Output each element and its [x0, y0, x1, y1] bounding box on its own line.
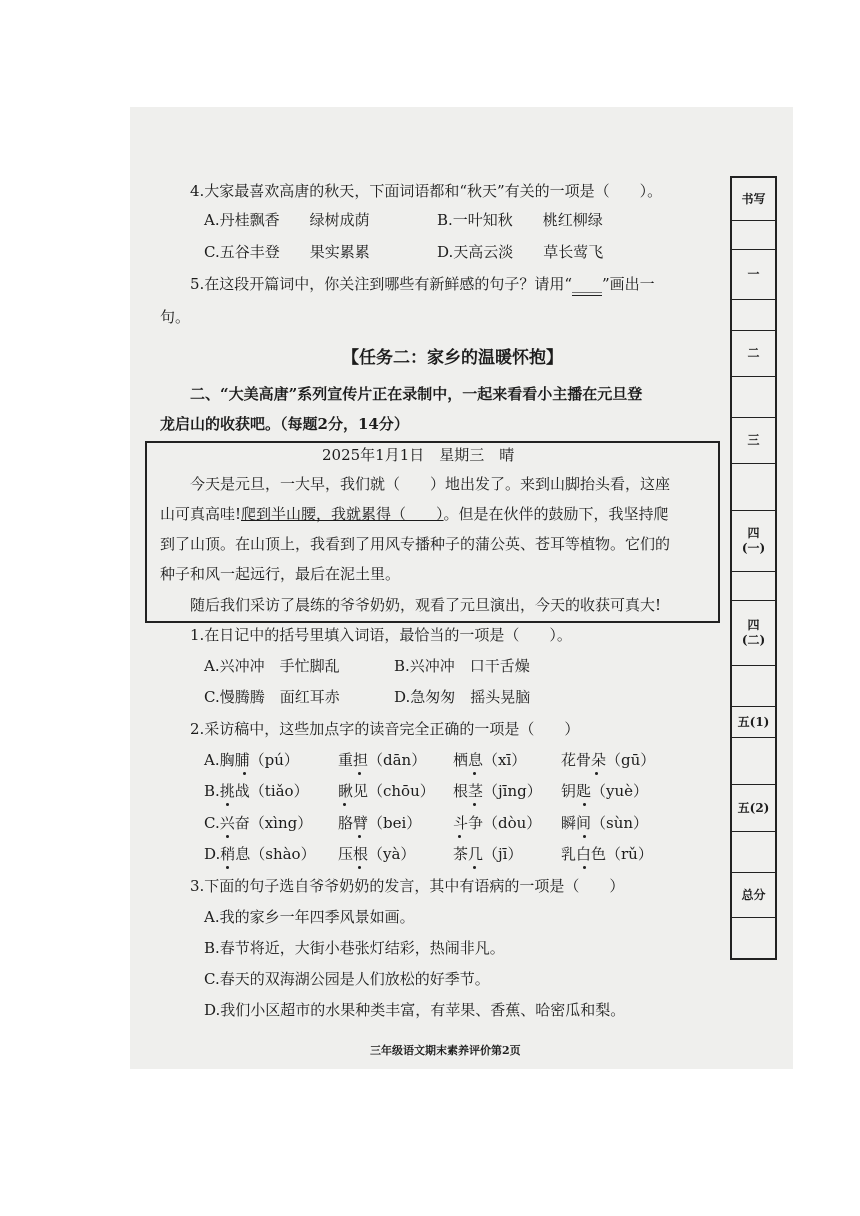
diary-line4: 种子和风一起远行，最后在泥土里。: [160, 565, 401, 583]
q2-2-b4: 钥匙（yuè）: [561, 782, 649, 800]
emphasis-dot: [458, 835, 461, 838]
q2-2-a1: A.胸脯（pú）: [204, 751, 299, 769]
q2-3-option-b: B.春节将近，大街小巷张灯结彩，热闹非凡。: [204, 939, 505, 957]
emphasis-dot: [358, 866, 361, 869]
q5-stem-cont: 句。: [160, 308, 191, 326]
task2-title: 【任务二：家乡的温暖怀抱】: [342, 348, 563, 368]
q4-option-c: C.五谷丰登 果实累累: [204, 243, 370, 261]
score-cell-4-2: 四 (二): [732, 601, 775, 666]
score-cell-total-blank: [732, 918, 775, 956]
q2-2-a4: 花骨朵（gū）: [561, 751, 656, 769]
diary-paragraph2: 随后我们采访了晨练的爷爷奶奶，观看了元旦演出，今天的收获可真大!: [190, 596, 662, 614]
q4-stem: 4.大家最喜欢高唐的秋天，下面词语都和“秋天”有关的一项是（ ）。: [190, 182, 663, 200]
emphasis-dot: [358, 835, 361, 838]
emphasis-dot: [583, 866, 586, 869]
section2-line2: 龙启山的收获吧。（每题2分，14分）: [160, 415, 409, 433]
q2-1-option-a: A.兴冲冲 手忙脚乱: [204, 657, 340, 675]
score-cell-3-blank: [732, 464, 775, 511]
q2-3-option-c: C.春天的双海湖公园是人们放松的好季节。: [204, 970, 490, 988]
emphasis-dot: [473, 803, 476, 806]
section2-line1: 二、“大美高唐”系列宣传片正在录制中，一起来看看小主播在元旦登: [190, 385, 643, 403]
q2-2-d1: D.稍息（shào）: [204, 845, 316, 863]
score-cell-5-1: 五(1): [732, 707, 775, 738]
diary-line1: 今天是元旦，一大早，我们就（ ）地出发了。来到山脚抬头看，这座: [190, 475, 671, 493]
q2-2-d3: 茶几（jī）: [453, 845, 523, 863]
score-cell-1: 一: [732, 250, 775, 300]
score-cell-total: 总分: [732, 873, 775, 918]
q2-2-d2: 压根（yà）: [338, 845, 416, 863]
q2-1-option-d: D.急匆匆 摇头晃脑: [394, 688, 531, 706]
emphasis-dot: [226, 866, 229, 869]
q2-2-a2: 重担（dān）: [338, 751, 427, 769]
q2-2-b2: 瞅见（chōu）: [338, 782, 435, 800]
q2-2-stem: 2.采访稿中，这些加点字的读音完全正确的一项是（ ）: [190, 720, 580, 738]
emphasis-dot: [583, 803, 586, 806]
score-cell-4-1: 四 (一): [732, 511, 775, 572]
q2-2-c3: 斗争（dòu）: [453, 814, 542, 832]
emphasis-dot: [595, 772, 598, 775]
emphasis-dot: [343, 803, 346, 806]
score-cell-1-blank: [732, 300, 775, 331]
score-cell-3: 三: [732, 418, 775, 464]
score-cell-4-1-blank: [732, 572, 775, 601]
q2-2-b3: 根茎（jīng）: [453, 782, 542, 800]
wavy-blank: ____: [572, 273, 602, 296]
q4-option-a: A.丹桂飘香 绿树成荫: [204, 211, 370, 229]
score-cell-writing: 书写: [732, 178, 775, 221]
q2-2-d4: 乳白色（rǔ）: [561, 845, 653, 863]
q2-2-b1: B.挑战（tiǎo）: [204, 782, 309, 800]
diary-line2: 山可真高哇!爬到半山腰，我就累得（ ）。但是在伙伴的鼓励下，我坚持爬: [160, 505, 669, 523]
emphasis-dot: [473, 866, 476, 869]
score-cell-5-1-blank: [732, 738, 775, 785]
score-cell-2-blank: [732, 377, 775, 418]
score-cell-5-2-blank: [732, 832, 775, 873]
q5-stem: 5.在这段开篇词中，你关注到哪些有新鲜感的句子？请用“____”画出一: [190, 273, 655, 296]
score-cell-writing-blank: [732, 221, 775, 250]
q2-2-a3: 栖息（xī）: [453, 751, 527, 769]
q2-1-stem: 1.在日记中的括号里填入词语，最恰当的一项是（ ）。: [190, 626, 572, 644]
score-cell-4-2-blank: [732, 666, 775, 707]
q2-3-option-d: D.我们小区超市的水果种类丰富，有苹果、香蕉、哈密瓜和梨。: [204, 1001, 626, 1019]
q4-option-d: D.天高云淡 草长莺飞: [437, 243, 604, 261]
emphasis-dot: [473, 772, 476, 775]
diary-date: 2025年1月1日 星期三 晴: [322, 446, 515, 464]
emphasis-dot: [243, 772, 246, 775]
q4-option-b: B.一叶知秋 桃红柳绿: [437, 211, 603, 229]
q2-2-c4: 瞬间（sùn）: [561, 814, 649, 832]
q2-1-option-b: B.兴冲冲 口干舌燥: [394, 657, 530, 675]
emphasis-dot: [226, 803, 229, 806]
q2-1-option-c: C.慢腾腾 面红耳赤: [204, 688, 340, 706]
emphasis-dot: [358, 772, 361, 775]
q2-2-c2: 胳臂（bei）: [338, 814, 422, 832]
emphasis-dot: [226, 835, 229, 838]
score-cell-2: 二: [732, 331, 775, 377]
emphasis-dot: [583, 835, 586, 838]
q2-3-stem: 3.下面的句子选自爷爷奶奶的发言，其中有语病的一项是（ ）: [190, 877, 625, 895]
score-cell-5-2: 五(2): [732, 785, 775, 832]
diary-line3: 到了山顶。在山顶上，我看到了用风专播种子的蒲公英、苍耳等植物。它们的: [160, 535, 671, 553]
page-footer: 三年级语文期末素养评价第2页: [370, 1044, 521, 1057]
q2-3-option-a: A.我的家乡一年四季风景如画。: [204, 908, 415, 926]
q2-2-c1: C.兴奋（xìng）: [204, 814, 313, 832]
score-table: [730, 176, 777, 960]
